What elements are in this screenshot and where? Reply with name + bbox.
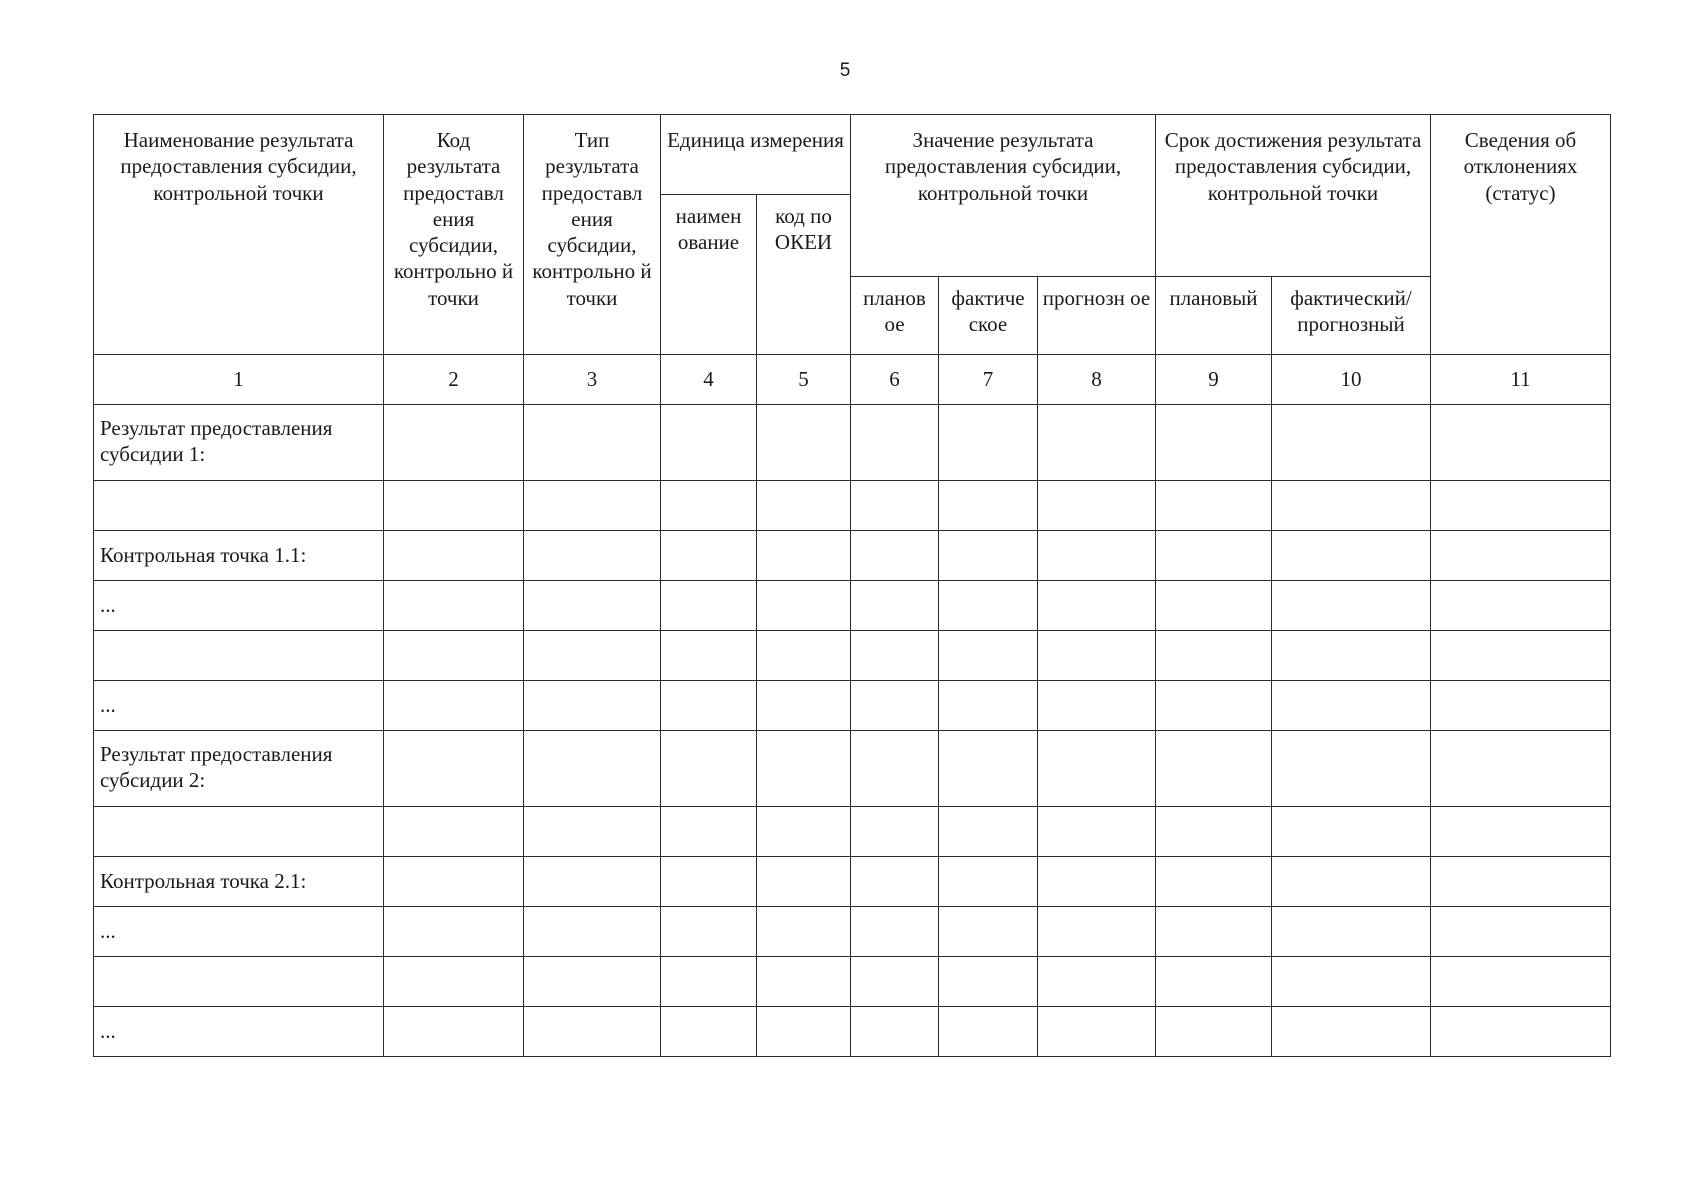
table-row xyxy=(94,405,1611,481)
table-row xyxy=(94,531,1611,581)
row-label: Контрольная точка 2.1: xyxy=(94,857,384,907)
row-label: ... xyxy=(94,581,384,631)
header-deadline-group: Срок достижения результата предоставления субсидии, контрольной точки xyxy=(1156,115,1431,277)
column-numbers-row xyxy=(94,355,1611,405)
row-label: ... xyxy=(94,681,384,731)
header-deadline-planned: плановый xyxy=(1156,277,1272,355)
header-value-planned: планов ое xyxy=(851,277,939,355)
column-number: 3 xyxy=(524,355,661,405)
header-value-group: Значение результата предоставления субсидии, контрольной точки xyxy=(851,115,1156,277)
row-label: Результат предоставления субсидии 1: xyxy=(94,405,384,481)
table-row xyxy=(94,857,1611,907)
column-number: 8 xyxy=(1038,355,1156,405)
header-unit-code: код по ОКЕИ xyxy=(757,195,851,355)
header-unit-name: наимен ование xyxy=(661,195,757,355)
row-label: ... xyxy=(94,1007,384,1057)
table-row xyxy=(94,731,1611,807)
column-number: 6 xyxy=(851,355,939,405)
column-number: 11 xyxy=(1431,355,1611,405)
table-row xyxy=(94,481,1611,531)
column-number: 1 xyxy=(94,355,384,405)
table-row xyxy=(94,807,1611,857)
table-row xyxy=(94,581,1611,631)
table-row xyxy=(94,631,1611,681)
row-label xyxy=(94,807,384,857)
column-number: 5 xyxy=(757,355,851,405)
row-label: ... xyxy=(94,907,384,957)
header-value-actual: фактиче ское xyxy=(939,277,1038,355)
row-label: Контрольная точка 1.1: xyxy=(94,531,384,581)
header-deadline-actual: фактический/ прогнозный xyxy=(1272,277,1431,355)
header-unit-group: Единица измерения xyxy=(661,115,851,195)
subsidy-results-table xyxy=(93,114,1611,1057)
column-number: 7 xyxy=(939,355,1038,405)
header-deviation: Сведения об отклонениях (статус) xyxy=(1431,115,1611,355)
header-row-1 xyxy=(94,115,1611,195)
row-label: Результат предоставления субсидии 2: xyxy=(94,731,384,807)
table-row xyxy=(94,1007,1611,1057)
header-value-forecast: прогнозн ое xyxy=(1038,277,1156,355)
header-name: Наименование результата предоставления субсидии, контрольной точки xyxy=(94,115,384,355)
header-type: Тип результата предоставл ения субсидии, контрольно й точки xyxy=(524,115,661,355)
table-row xyxy=(94,681,1611,731)
column-number: 4 xyxy=(661,355,757,405)
row-label xyxy=(94,481,384,531)
column-number: 2 xyxy=(384,355,524,405)
table-row xyxy=(94,957,1611,1007)
row-label xyxy=(94,631,384,681)
row-label xyxy=(94,957,384,1007)
column-number: 10 xyxy=(1272,355,1431,405)
header-code: Код результата предоставл ения субсидии, контрольно й точки xyxy=(384,115,524,355)
column-number: 9 xyxy=(1156,355,1272,405)
table-row xyxy=(94,907,1611,957)
page-number: 5 xyxy=(839,60,851,81)
